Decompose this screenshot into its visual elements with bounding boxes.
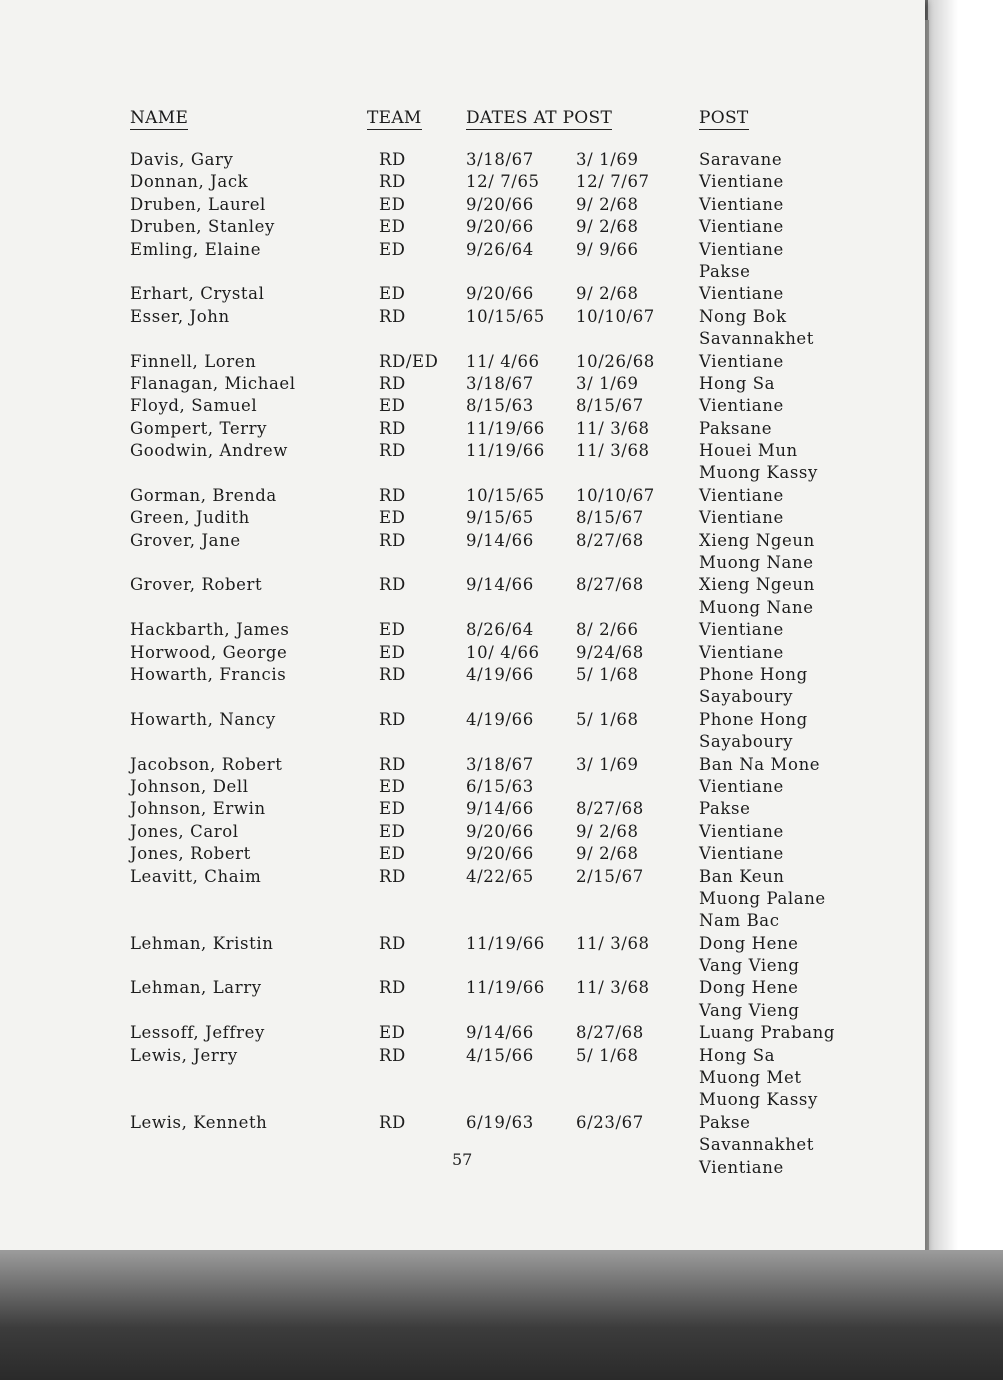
team-code: ED <box>379 1023 406 1043</box>
person-name: Grover, Robert <box>130 575 263 595</box>
post-location: Vientiane <box>699 351 784 371</box>
table-row <box>0 352 925 374</box>
team-code: RD <box>379 1112 406 1132</box>
table-row <box>0 777 925 799</box>
table-row <box>0 1023 925 1045</box>
table-row <box>0 978 925 1000</box>
date-end: 9/ 2/68 <box>576 844 639 864</box>
date-end: 5/ 1/68 <box>576 664 639 684</box>
post-location: Phone Hong <box>699 709 808 729</box>
team-code: RD <box>379 933 406 953</box>
date-start: 11/ 4/66 <box>466 351 540 371</box>
person-name: Lessoff, Jeffrey <box>130 1023 265 1043</box>
team-code: ED <box>379 642 406 662</box>
post-location: Muong Nane <box>699 597 814 617</box>
date-start: 12/ 7/65 <box>466 172 540 192</box>
post-location: Vientiane <box>699 194 784 214</box>
roster-table <box>0 150 925 1180</box>
table-row <box>0 531 925 553</box>
post-location: Sayaboury <box>699 732 794 752</box>
team-code: RD <box>379 664 406 684</box>
date-end: 11/ 3/68 <box>576 933 650 953</box>
post-location: Dong Hene <box>699 978 799 998</box>
table-row <box>0 486 925 508</box>
table-row <box>0 934 925 956</box>
date-end: 5/ 1/68 <box>576 709 639 729</box>
post-location: Vientiane <box>699 508 784 528</box>
post-location: Vientiane <box>699 844 784 864</box>
person-name: Lehman, Larry <box>130 978 262 998</box>
table-row <box>0 307 925 329</box>
date-start: 9/15/65 <box>466 508 534 528</box>
background-bottom <box>0 1250 1003 1380</box>
person-name: Jones, Carol <box>130 821 239 841</box>
post-location: Phone Hong <box>699 664 808 684</box>
table-row <box>0 463 925 485</box>
date-end: 12/ 7/67 <box>576 172 650 192</box>
team-code: RD <box>379 575 406 595</box>
post-location: Pakse <box>699 261 751 281</box>
date-end: 8/27/68 <box>576 575 644 595</box>
table-row <box>0 643 925 665</box>
table-row <box>0 195 925 217</box>
post-location: Dong Hene <box>699 933 799 953</box>
table-row <box>0 575 925 597</box>
date-end: 8/15/67 <box>576 508 644 528</box>
table-row <box>0 262 925 284</box>
post-location: Vientiane <box>699 642 784 662</box>
post-location: Ban Na Mone <box>699 754 821 774</box>
date-start: 9/20/66 <box>466 844 534 864</box>
table-row <box>0 419 925 441</box>
post-location: Vientiane <box>699 284 784 304</box>
team-code: ED <box>379 396 406 416</box>
date-end: 2/15/67 <box>576 866 644 886</box>
header-name: NAME <box>130 108 189 128</box>
person-name: Davis, Gary <box>130 150 234 169</box>
person-name: Erhart, Crystal <box>130 284 265 304</box>
date-start: 9/14/66 <box>466 575 534 595</box>
team-code: RD <box>379 754 406 774</box>
team-code: ED <box>379 620 406 640</box>
team-code: ED <box>379 284 406 304</box>
post-location: Vientiane <box>699 776 784 796</box>
person-name: Jacobson, Robert <box>130 754 283 774</box>
table-row <box>0 620 925 642</box>
date-start: 9/20/66 <box>466 284 534 304</box>
table-row <box>0 1001 925 1023</box>
table-row <box>0 508 925 530</box>
post-location: Vientiane <box>699 217 784 237</box>
date-start: 9/20/66 <box>466 194 534 214</box>
date-end: 8/27/68 <box>576 1023 644 1043</box>
person-name: Horwood, George <box>130 642 288 662</box>
post-location: Vientiane <box>699 172 784 192</box>
post-location: Ban Keun <box>699 866 785 886</box>
table-row <box>0 687 925 709</box>
table-row <box>0 822 925 844</box>
post-location: Savannakhet <box>699 1135 815 1155</box>
team-code: ED <box>379 194 406 214</box>
table-row <box>0 799 925 821</box>
post-location: Vang Vieng <box>699 1000 800 1020</box>
table-row <box>0 1090 925 1112</box>
date-end: 9/ 2/68 <box>576 194 639 214</box>
person-name: Johnson, Erwin <box>130 799 266 819</box>
table-row <box>0 732 925 754</box>
post-location: Nong Bok <box>699 306 787 326</box>
person-name: Johnson, Dell <box>130 776 249 796</box>
date-start: 8/26/64 <box>466 620 534 640</box>
page-number: 57 <box>452 1150 473 1169</box>
date-end: 11/ 3/68 <box>576 441 650 461</box>
team-code: ED <box>379 239 406 259</box>
post-location: Vientiane <box>699 821 784 841</box>
post-location: Sayaboury <box>699 687 794 707</box>
date-start: 3/18/67 <box>466 150 534 169</box>
date-start: 9/14/66 <box>466 1023 534 1043</box>
date-end: 10/10/67 <box>576 485 655 505</box>
date-start: 6/19/63 <box>466 1112 534 1132</box>
table-row <box>0 1046 925 1068</box>
post-location: Vientiane <box>699 485 784 505</box>
date-end: 10/26/68 <box>576 351 655 371</box>
post-location: Vientiane <box>699 620 784 640</box>
person-name: Esser, John <box>130 306 230 326</box>
person-name: Lewis, Kenneth <box>130 1112 268 1132</box>
date-end: 10/10/67 <box>576 306 655 326</box>
person-name: Emling, Elaine <box>130 239 262 259</box>
person-name: Floyd, Samuel <box>130 396 258 416</box>
table-row <box>0 889 925 911</box>
date-start: 11/19/66 <box>466 933 545 953</box>
team-code: ED <box>379 217 406 237</box>
date-end: 9/24/68 <box>576 642 644 662</box>
team-code: RD <box>379 418 406 438</box>
date-end: 3/ 1/69 <box>576 150 639 169</box>
person-name: Druben, Laurel <box>130 194 266 214</box>
header-dates: DATES AT POST <box>466 108 613 128</box>
date-start: 3/18/67 <box>466 373 534 393</box>
post-location: Muong Kassy <box>699 463 818 483</box>
date-start: 11/19/66 <box>466 441 545 461</box>
date-end: 8/15/67 <box>576 396 644 416</box>
post-location: Luang Prabang <box>699 1023 836 1043</box>
post-location: Pakse <box>699 799 751 819</box>
post-location: Vang Vieng <box>699 956 800 976</box>
date-start: 9/14/66 <box>466 530 534 550</box>
person-name: Finnell, Loren <box>130 351 257 371</box>
person-name: Lehman, Kristin <box>130 933 274 953</box>
date-start: 9/14/66 <box>466 799 534 819</box>
date-end: 8/27/68 <box>576 799 644 819</box>
team-code: RD <box>379 978 406 998</box>
date-end: 11/ 3/68 <box>576 418 650 438</box>
team-code: RD <box>379 373 406 393</box>
table-row <box>0 240 925 262</box>
post-location: Nam Bac <box>699 911 780 931</box>
date-end: 3/ 1/69 <box>576 373 639 393</box>
person-name: Donnan, Jack <box>130 172 249 192</box>
table-row <box>0 284 925 306</box>
date-end: 9/ 2/68 <box>576 217 639 237</box>
post-location: Hong Sa <box>699 1045 776 1065</box>
date-start: 10/ 4/66 <box>466 642 540 662</box>
post-location: Vientiane <box>699 239 784 259</box>
team-code: ED <box>379 799 406 819</box>
date-end: 8/ 2/66 <box>576 620 639 640</box>
person-name: Grover, Jane <box>130 530 241 550</box>
table-row <box>0 172 925 194</box>
date-start: 4/15/66 <box>466 1045 534 1065</box>
date-end: 9/ 9/66 <box>576 239 639 259</box>
table-row <box>0 217 925 239</box>
person-name: Druben, Stanley <box>130 217 275 237</box>
post-location: Vientiane <box>699 396 784 416</box>
person-name: Howarth, Francis <box>130 664 287 684</box>
table-row <box>0 374 925 396</box>
post-location: Xieng Ngeun <box>699 575 815 595</box>
date-start: 4/19/66 <box>466 709 534 729</box>
person-name: Flanagan, Michael <box>130 373 296 393</box>
team-code: ED <box>379 821 406 841</box>
table-row <box>0 329 925 351</box>
post-location: Saravane <box>699 150 783 169</box>
person-name: Hackbarth, James <box>130 620 290 640</box>
team-code: RD <box>379 150 406 169</box>
person-name: Green, Judith <box>130 508 250 528</box>
table-row <box>0 867 925 889</box>
person-name: Gorman, Brenda <box>130 485 277 505</box>
date-start: 4/22/65 <box>466 866 534 886</box>
post-location: Muong Nane <box>699 553 814 573</box>
header-team: TEAM <box>367 108 422 128</box>
team-code: RD <box>379 485 406 505</box>
date-end: 9/ 2/68 <box>576 284 639 304</box>
person-name: Leavitt, Chaim <box>130 866 262 886</box>
table-row <box>0 665 925 687</box>
person-name: Goodwin, Andrew <box>130 441 289 461</box>
person-name: Howarth, Nancy <box>130 709 276 729</box>
post-location: Vientiane <box>699 1157 784 1177</box>
team-code: ED <box>379 508 406 528</box>
table-row <box>0 1113 925 1135</box>
team-code: RD <box>379 172 406 192</box>
date-start: 4/19/66 <box>466 664 534 684</box>
date-start: 10/15/65 <box>466 306 545 326</box>
date-end: 9/ 2/68 <box>576 821 639 841</box>
post-location: Pakse <box>699 1112 751 1132</box>
date-start: 9/20/66 <box>466 821 534 841</box>
table-row <box>0 441 925 463</box>
date-start: 3/18/67 <box>466 754 534 774</box>
table-row <box>0 710 925 732</box>
table-row <box>0 150 925 172</box>
team-code: RD <box>379 441 406 461</box>
team-code: RD <box>379 866 406 886</box>
person-name: Jones, Robert <box>130 844 251 864</box>
post-location: Muong Kassy <box>699 1090 818 1110</box>
date-start: 11/19/66 <box>466 418 545 438</box>
date-start: 8/15/63 <box>466 396 534 416</box>
post-location: Muong Palane <box>699 888 826 908</box>
date-start: 11/19/66 <box>466 978 545 998</box>
table-row <box>0 956 925 978</box>
background-right <box>928 0 1003 1290</box>
team-code: ED <box>379 776 406 796</box>
table-row <box>0 755 925 777</box>
date-start: 9/26/64 <box>466 239 534 259</box>
post-location: Hong Sa <box>699 373 776 393</box>
date-start: 6/15/63 <box>466 776 534 796</box>
post-location: Xieng Ngeun <box>699 530 815 550</box>
header-post: POST <box>699 108 749 128</box>
post-location: Muong Met <box>699 1068 802 1088</box>
date-end: 3/ 1/69 <box>576 754 639 774</box>
date-start: 10/15/65 <box>466 485 545 505</box>
team-code: ED <box>379 844 406 864</box>
table-row <box>0 844 925 866</box>
person-name: Gompert, Terry <box>130 418 268 438</box>
team-code: RD <box>379 1045 406 1065</box>
table-row <box>0 598 925 620</box>
person-name: Lewis, Jerry <box>130 1045 238 1065</box>
date-end: 6/23/67 <box>576 1112 644 1132</box>
team-code: RD <box>379 709 406 729</box>
table-row <box>0 396 925 418</box>
team-code: RD/ED <box>379 351 439 371</box>
team-code: RD <box>379 306 406 326</box>
post-location: Savannakhet <box>699 329 815 349</box>
post-location: Paksane <box>699 418 773 438</box>
date-end: 11/ 3/68 <box>576 978 650 998</box>
date-end: 5/ 1/68 <box>576 1045 639 1065</box>
post-location: Houei Mun <box>699 441 798 461</box>
date-end: 8/27/68 <box>576 530 644 550</box>
table-row <box>0 553 925 575</box>
date-start: 9/20/66 <box>466 217 534 237</box>
team-code: RD <box>379 530 406 550</box>
table-row <box>0 1068 925 1090</box>
table-row <box>0 911 925 933</box>
